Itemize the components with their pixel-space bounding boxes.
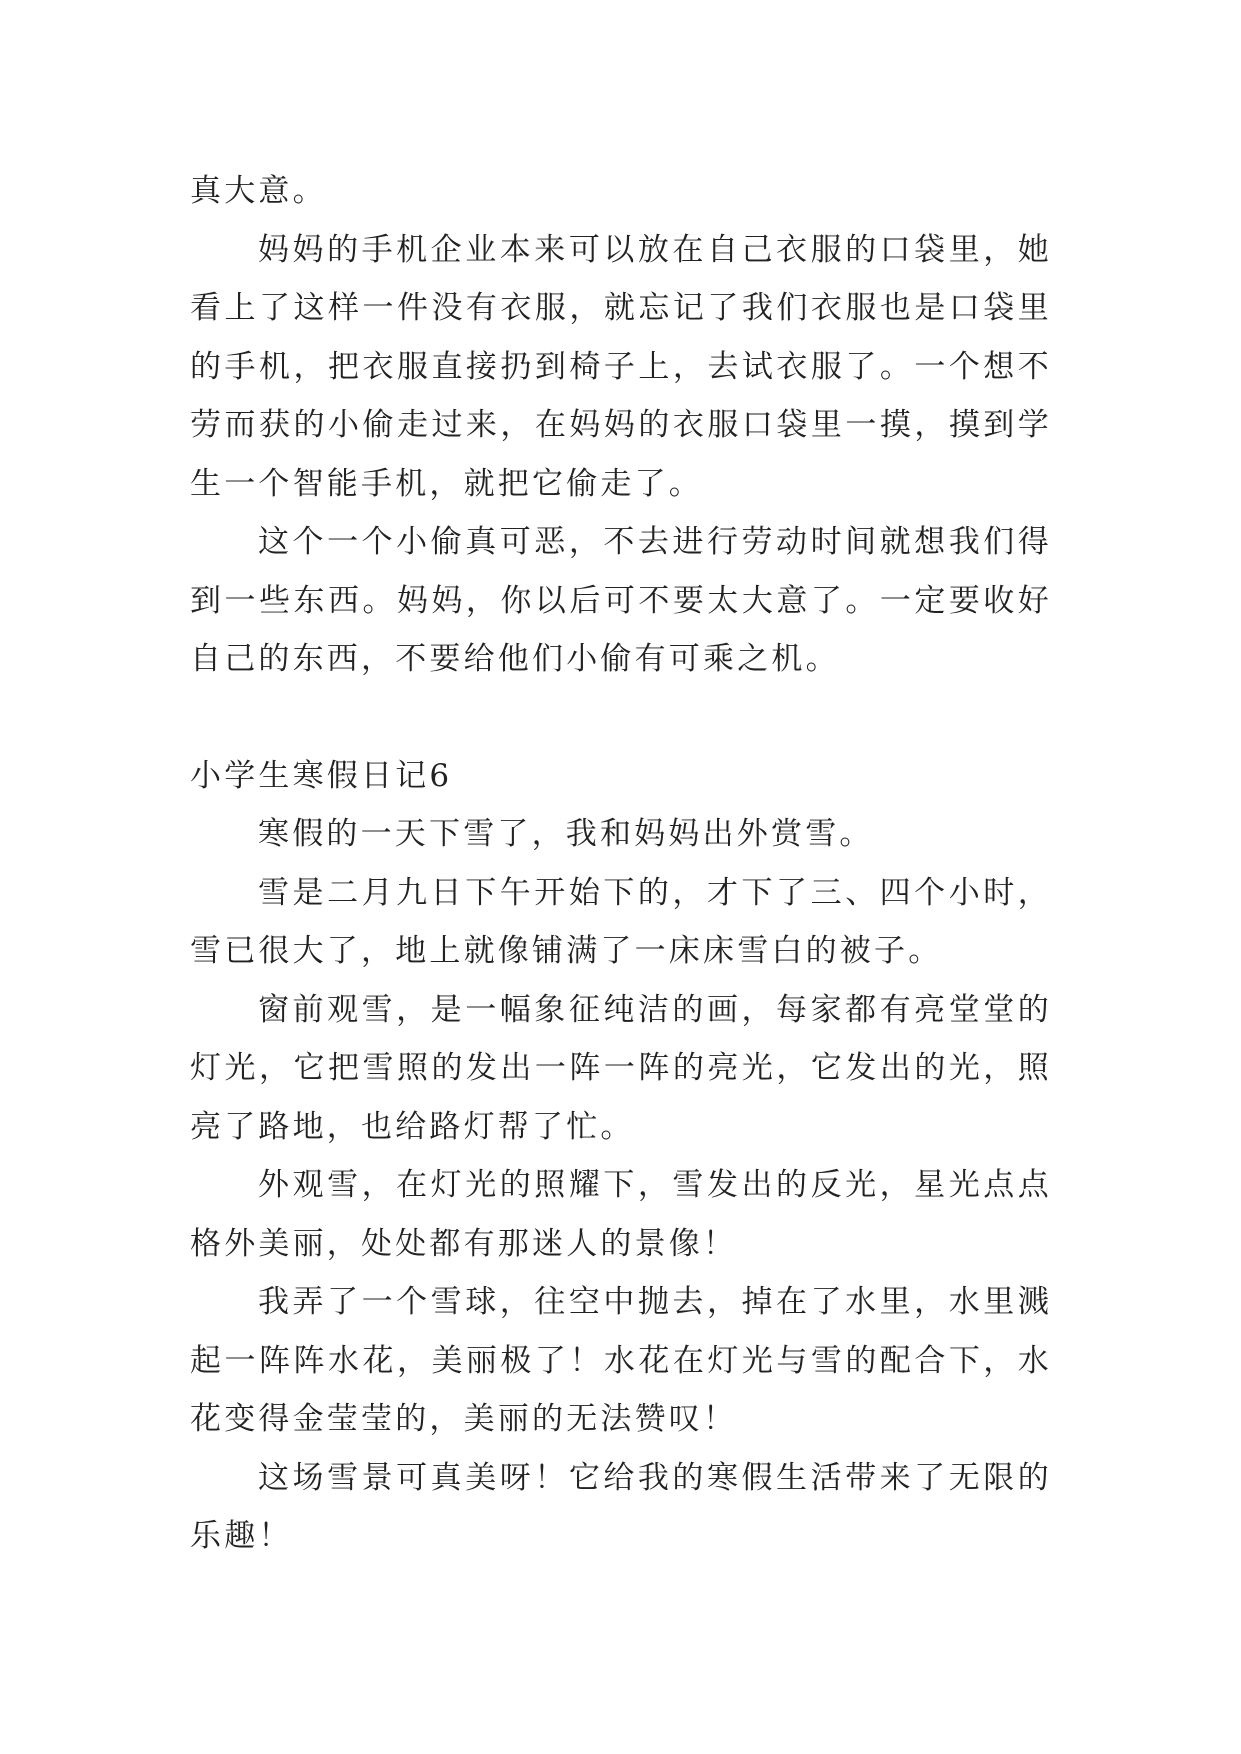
paragraph: 我弄了一个雪球，往空中抛去，掉在了水里，水里溅起一阵阵水花，美丽极了！水花在灯光与雪的配合下，水花变得金莹莹的，美丽的无法赞叹！ — [190, 1284, 1052, 1437]
paragraph: 窗前观雪，是一幅象征纯洁的画，每家都有亮堂堂的灯光，它把雪照的发出一阵一阵的亮光，它发出的光，照亮了路地，也给路灯帮了忙。 — [190, 991, 1052, 1145]
paragraph: 这场雪景可真美呀！它给我的寒假生活带来了无限的乐趣！ — [190, 1459, 1052, 1554]
paragraph: 寒假的一天下雪了，我和妈妈出外赏雪。 — [258, 816, 874, 852]
paragraph: 这个一个小偷真可恶，不去进行劳动时间就想我们得到一些东西。妈妈，你以后可不要太大意了。一定要收好自己的东西，不要给他们小偷有可乘之机。 — [190, 524, 1052, 677]
section-gap — [190, 689, 1052, 747]
paragraph: 妈妈的手机企业本来可以放在自己衣服的口袋里，她看上了这样一件没有衣服，就忘记了我们衣服也是口袋里的手机，把衣服直接扔到椅子上，去试衣服了。一个想不劳而获的小偷走过来，在妈妈的衣服口袋里一摸，摸到学生一个智能手机，就把它偷走了。 — [190, 231, 1052, 502]
paragraph: 雪是二月九日下午开始下的，才下了三、四个小时，雪已很大了，地上就像铺满了一床床雪白的被子。 — [190, 874, 1052, 969]
document-body — [190, 162, 1052, 1566]
paragraph: 外观雪，在灯光的照耀下，雪发出的反光，星光点点格外美丽，处处都有那迷人的景像！ — [190, 1167, 1052, 1262]
paragraph-continued: 真大意。 — [190, 173, 327, 209]
section-title: 小学生寒假日记6 — [190, 757, 453, 794]
